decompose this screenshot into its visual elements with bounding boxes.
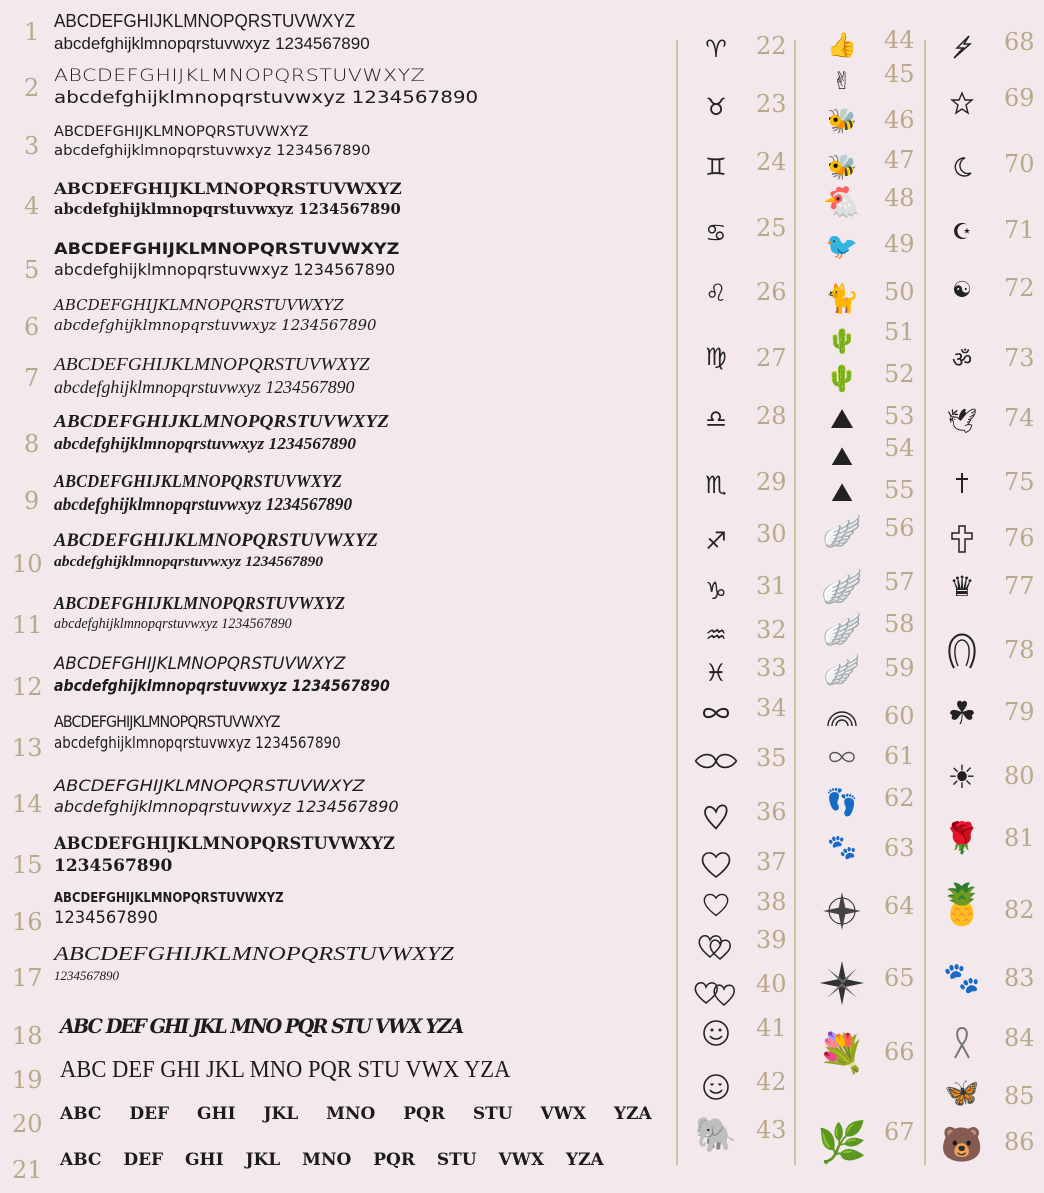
libra-icon: ♎ [705, 405, 727, 433]
angel-wings-icon: 🪽 [822, 512, 862, 550]
font-sample-lowercase: 1234567890 [54, 968, 119, 983]
bear-icon: 🐻 [940, 1125, 984, 1165]
crown-icon: ♛ [949, 570, 975, 603]
font-sample-lowercase: abcdefghijklmnopqrstuvwxyz 1234567890 [54, 434, 357, 453]
heart-eyes-face-icon [692, 1066, 740, 1108]
font-sample-uppercase: ABCDEFGHIJKLMNOPQRSTUVWXYZ [54, 654, 346, 674]
symbol-number: 66 [884, 1038, 915, 1066]
font-sample-uppercase: ABCDEFGHIJKLMNOPQRSTUVWXYZ [54, 411, 389, 431]
symbol-number: 41 [756, 1014, 787, 1042]
symbol-number: 35 [756, 744, 787, 772]
cute-bee-icon: 🐝 [827, 153, 857, 181]
column-divider [794, 40, 796, 1165]
symbol-number: 83 [1004, 964, 1035, 992]
symbol-number: 76 [1004, 524, 1035, 552]
font-number: 13 [12, 734, 43, 762]
font-sample-uppercase: ABCDEFGHIJKLMNOPQRSTUVWXYZ [54, 124, 309, 140]
font-sample-uppercase: ABCDEFGHIJKLMNOPQRSTUVWXYZ [54, 593, 346, 613]
symbol-number: 61 [884, 742, 915, 770]
pisces-icon: ♓ [705, 659, 727, 687]
symbol-number: 56 [884, 514, 915, 542]
font-sample-uppercase: ABCDEFGHIJKLMNOPQRSTUVWXYZ [54, 712, 280, 731]
infinity-heart-icon [818, 736, 866, 778]
peace-hand-icon: ✌ [831, 67, 853, 95]
baby-feet-icon: 👣 [825, 788, 859, 818]
symbol-number: 65 [884, 964, 915, 992]
symbol-number: 22 [756, 32, 787, 60]
symbol-number: 72 [1004, 274, 1035, 302]
moon-star-icon: ☪ [952, 220, 972, 245]
font-number: 4 [24, 192, 40, 220]
saguaro-cactus-icon: 🌵 [825, 364, 859, 394]
symbol-number: 54 [884, 434, 915, 462]
font-sample-lowercase: abcdefghijklmnopqrstuvwxyz 1234567890 [54, 200, 401, 218]
symbol-number: 60 [884, 702, 915, 730]
outline-wings-icon: 🪽 [822, 610, 862, 648]
font-sample-lowercase: abcdefghijklmnopqrstuvwxyz 1234567890 [54, 260, 396, 279]
symbol-number: 62 [884, 784, 915, 812]
wildflowers-icon: 🌿 [817, 1120, 867, 1166]
symbol-number: 31 [756, 572, 787, 600]
symbol-number: 29 [756, 468, 787, 496]
awareness-ribbon-icon [938, 1022, 986, 1064]
font-number: 10 [12, 550, 43, 578]
symbol-number: 63 [884, 834, 915, 862]
font-sample-uppercase: ABC DEF GHI JKL MNO PQR STU VWX YZA [60, 1014, 463, 1038]
symbol-number: 69 [1004, 84, 1035, 112]
bee-icon: 🐝 [827, 107, 857, 135]
symbol-number: 50 [884, 278, 915, 306]
symbol-number: 42 [756, 1068, 787, 1096]
symbol-number: 38 [756, 888, 787, 916]
symbol-number: 80 [1004, 762, 1035, 790]
lightning-bolt-icon [938, 26, 986, 68]
paw-trail-icon: 🐾 [827, 833, 857, 861]
compass-rose-icon [818, 890, 866, 932]
font-number: 20 [12, 1110, 43, 1138]
symbol-number: 77 [1004, 572, 1035, 600]
font-sample-lowercase: abcdefghijklmnopqrstuvwxyz 1234567890 [54, 797, 399, 816]
symbol-number: 68 [1004, 28, 1035, 56]
clover-icon: ☘ [947, 694, 977, 732]
symbol-number: 45 [884, 60, 915, 88]
symbol-number: 24 [756, 148, 787, 176]
font-sample-uppercase: ABC DEF GHI JKL MNO PQR STU VWX YZA [60, 1057, 511, 1083]
font-sample-lowercase: abcdefghijklmnopqrstuvwxyz 1234567890 [54, 616, 292, 632]
symbol-number: 52 [884, 360, 915, 388]
symbol-number: 82 [1004, 896, 1035, 924]
flower-bouquet-icon: 💐 [818, 1031, 866, 1075]
symbol-number: 84 [1004, 1024, 1035, 1052]
symbol-number: 27 [756, 344, 787, 372]
font-sample-lowercase: abcdefghijklmnopqrstuvwxyz 1234567890 [54, 676, 390, 695]
gemini-icon: ♊ [705, 153, 727, 181]
sun-icon: ☀ [947, 758, 977, 796]
chicken-icon: 🐔 [823, 185, 861, 220]
symbol-number: 25 [756, 214, 787, 242]
taurus-icon: ♉ [705, 93, 727, 121]
symbol-number: 74 [1004, 404, 1035, 432]
symbol-number: 46 [884, 106, 915, 134]
symbol-number: 58 [884, 610, 915, 638]
font-sample-uppercase: ABC DEF GHI JKL MNO PQR STU VWX YZA [60, 1104, 652, 1124]
snowy-mountains-icon: ⛰ [831, 478, 853, 508]
horseshoe-icon [938, 630, 986, 672]
hand-drawn-heart-icon [692, 796, 740, 838]
font-sample-lowercase: abcdefghijklmnopqrstuvwxyz 1234567890 [54, 554, 324, 570]
font-number: 21 [12, 1156, 43, 1184]
font-sample-uppercase: ABCDEFGHIJKLMNOPQRSTUVWXYZ [54, 891, 284, 906]
leo-icon: ♌ [705, 279, 727, 307]
font-sample-uppercase: ABCDEFGHIJKLMNOPQRSTUVWXYZ [54, 66, 426, 86]
font-sample-uppercase: ABCDEFGHIJKLMNOPQRSTUVWXYZ [54, 11, 356, 31]
font-sample-uppercase: ABCDEFGHIJKLMNOPQRSTUVWXYZ [54, 296, 344, 314]
symbol-number: 86 [1004, 1128, 1035, 1156]
spread-wings-icon: 🪽 [820, 567, 864, 607]
symbol-number: 85 [1004, 1082, 1035, 1110]
linked-hearts-icon [692, 926, 740, 968]
font-sample-uppercase: ABCDEFGHIJKLMNOPQRSTUVWXYZ [54, 179, 402, 198]
font-sample-uppercase: ABCDEFGHIJKLMNOPQRSTUVWXYZ [54, 239, 400, 258]
symbol-number: 81 [1004, 824, 1035, 852]
crow-icon: 🐦 [825, 232, 859, 262]
symbol-number: 71 [1004, 216, 1035, 244]
font-number: 18 [12, 1022, 43, 1050]
symbol-number: 30 [756, 520, 787, 548]
symbol-number: 34 [756, 694, 787, 722]
symbol-number: 36 [756, 798, 787, 826]
symbol-number: 64 [884, 892, 915, 920]
thumbs-up-icon: 👍 [827, 31, 857, 59]
font-number: 1 [24, 18, 40, 46]
crescent-moon-icon [938, 146, 986, 188]
font-number: 14 [12, 790, 43, 818]
symbol-number: 33 [756, 654, 787, 682]
symbol-number: 49 [884, 230, 915, 258]
font-sample-lowercase: 1234567890 [54, 856, 173, 876]
aries-icon: ♈ [705, 35, 727, 63]
capricorn-icon: ♑ [705, 577, 727, 605]
small-heart-icon [692, 884, 740, 926]
rose-icon: 🌹 [943, 821, 981, 856]
symbol-number: 79 [1004, 698, 1035, 726]
font-number: 19 [12, 1066, 43, 1094]
cross-icon [938, 462, 986, 504]
font-number: 16 [12, 908, 43, 936]
font-number: 5 [24, 256, 40, 284]
font-number: 17 [12, 964, 43, 992]
cactus-pot-icon: 🌵 [827, 327, 857, 355]
symbol-number: 26 [756, 278, 787, 306]
elephant-icon: 🐘 [694, 1115, 738, 1155]
font-sample-lowercase: abcdefghijklmnopqrstuvwxyz 1234567890 [54, 316, 377, 334]
ornate-infinity-icon [692, 740, 740, 782]
smiley-face-icon [692, 1012, 740, 1054]
dove-icon: 🕊 [946, 407, 978, 435]
symbol-number: 67 [884, 1118, 915, 1146]
heart-outline-icon [692, 844, 740, 886]
sun-moon-icon: ☯ [952, 278, 972, 303]
font-sample-lowercase: 1234567890 [54, 908, 158, 928]
symbol-number: 73 [1004, 344, 1035, 372]
font-number: 8 [24, 430, 40, 458]
symbol-number: 57 [884, 568, 915, 596]
double-hearts-icon [692, 972, 740, 1014]
font-sample-lowercase: abcdefghijklmnopqrstuvwxyz 1234567890 [54, 733, 341, 752]
font-sample-uppercase: ABCDEFGHIJKLMNOPQRSTUVWXYZ [54, 776, 365, 795]
font-number: 6 [24, 313, 40, 341]
sagittarius-icon: ♐ [705, 527, 727, 555]
symbol-number: 40 [756, 970, 787, 998]
font-sample-lowercase: abcdefghijklmnopqrstuvwxyz 1234567890 [54, 34, 370, 53]
virgo-icon: ♍ [705, 343, 727, 371]
symbol-number: 32 [756, 616, 787, 644]
font-number: 2 [24, 74, 40, 102]
aquarius-icon: ♒ [705, 621, 727, 649]
font-number: 7 [24, 364, 40, 392]
font-sample-uppercase: ABCDEFGHIJKLMNOPQRSTUVWXYZ [54, 834, 395, 854]
paw-print-icon: 🐾 [943, 961, 981, 996]
om-icon: ॐ [951, 348, 973, 373]
symbol-number: 44 [884, 26, 915, 54]
font-sample-uppercase: ABCDEFGHIJKLMNOPQRSTUVWXYZ [54, 354, 370, 374]
font-number: 3 [24, 132, 40, 160]
symbol-number: 43 [756, 1116, 787, 1144]
font-sample-uppercase: ABCDEFGHIJKLMNOPQRSTUVWXYZ [54, 943, 454, 965]
font-sample-uppercase: ABCDEFGHIJKLMNOPQRSTUVWXYZ [54, 471, 343, 491]
symbol-number: 51 [884, 318, 915, 346]
symbol-number: 78 [1004, 636, 1035, 664]
rainbow-icon [818, 696, 866, 738]
font-sample-lowercase: abcdefghijklmnopqrstuvwxyz 1234567890 [54, 494, 353, 514]
font-number: 9 [24, 487, 40, 515]
cancer-icon: ♋ [705, 219, 727, 247]
symbol-number: 59 [884, 654, 915, 682]
scorpio-icon: ♏ [705, 471, 727, 499]
font-sample-lowercase: abcdefghijklmnopqrstuvwxyz 1234567890 [54, 88, 479, 108]
symbol-number: 55 [884, 476, 915, 504]
font-sample-lowercase: abcdefghijklmnopqrstuvwxyz 1234567890 [54, 377, 355, 397]
symbol-number: 47 [884, 146, 915, 174]
font-number: 11 [12, 611, 43, 639]
column-divider [676, 40, 678, 1165]
butterfly-icon: 🦋 [944, 1076, 980, 1109]
font-number: 12 [12, 673, 43, 701]
cat-icon: 🐈 [824, 282, 860, 315]
symbol-number: 48 [884, 184, 915, 212]
symbol-number: 70 [1004, 150, 1035, 178]
mountain-trees-icon: ⛰ [830, 402, 854, 435]
compass-star-icon [818, 962, 866, 1004]
font-sample-uppercase: ABCDEFGHIJKLMNOPQRSTUVWXYZ [54, 530, 378, 551]
symbol-number: 28 [756, 402, 787, 430]
column-divider [924, 40, 926, 1165]
pineapple-icon: 🍍 [937, 882, 987, 928]
infinity-icon [692, 692, 740, 734]
outline-cross-icon [938, 518, 986, 560]
font-sample-lowercase: abcdefghijklmnopqrstuvwxyz 1234567890 [54, 143, 371, 159]
symbol-number: 23 [756, 90, 787, 118]
symbol-number: 39 [756, 926, 787, 954]
font-sample-uppercase: ABC DEF GHI JKL MNO PQR STU VWX YZA [60, 1150, 604, 1170]
symbol-number: 75 [1004, 468, 1035, 496]
font-number: 15 [12, 851, 43, 879]
halo-wings-icon: 🪽 [823, 653, 861, 688]
symbol-number: 37 [756, 848, 787, 876]
symbol-number: 53 [884, 402, 915, 430]
star-icon [938, 82, 986, 124]
mountain-range-icon: ⛰ [831, 442, 853, 472]
